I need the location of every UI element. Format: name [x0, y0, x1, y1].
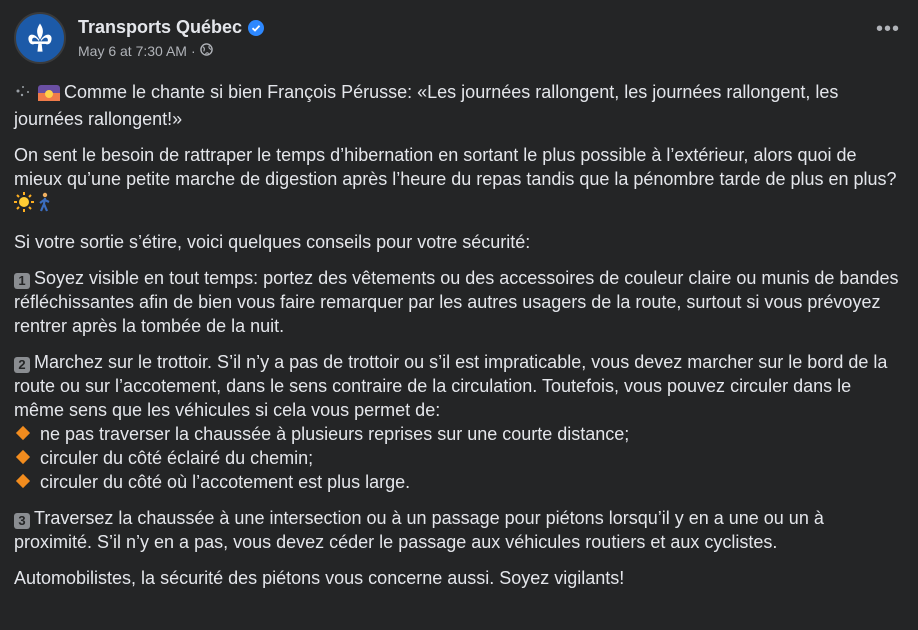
tip-text: Marchez sur le trottoir. S’il n’y a pas de trottoir ou s’il est impraticable, vous devez marcher sur le bord de la route ou sur l’accotement, dans le sens contraire de la circulation. Toutefois, vous pouvez circuler dans le même sens que les véhicules si cela vous permet de: — [14, 352, 888, 420]
person-walking-icon — [38, 192, 52, 218]
sunrise-icon — [38, 83, 60, 107]
tip-text: Soyez visible en tout temps: portez des vêtements ou des accessoires de couleur claire ou munis de bandes réfléchissantes afin de bien vous faire remarquer par les autres usagers de la route, surtout si vous prévoyez rentrer après la tombée de la nuit. — [14, 268, 899, 336]
paragraph-text: Si votre sortie s’étire, voici quelques conseils pour votre sécurité: — [14, 232, 531, 252]
orange-diamond-icon — [16, 426, 30, 440]
sparkles-icon — [14, 83, 34, 107]
post-header — [14, 10, 904, 66]
post-body — [14, 80, 904, 590]
list-item: ne pas traverser la chaussée à plusieurs reprises sur une courte distance; — [14, 422, 904, 446]
keycap-three-icon: 3 — [14, 513, 30, 529]
post-timestamp[interactable]: May 6 at 7:30 AM — [78, 43, 187, 59]
intro-text: Comme le chante si bien François Pérusse: «Les journées rallongent, les journées rallongent, les journées rallongent!» — [14, 82, 839, 129]
tip-text: Traversez la chaussée à une intersection ou à un passage pour piétons lorsqu’il y en a une ou un à proximité. S’il n’y en a pas, vous devez céder le passage aux véhicules routiers et aux cyclistes. — [14, 508, 824, 552]
page-name-link[interactable]: Transports Québec — [78, 17, 243, 37]
keycap-two-icon: 2 — [14, 357, 30, 373]
list-item: circuler du côté où l’accotement est plus large. — [14, 470, 904, 494]
globe-icon[interactable] — [200, 43, 213, 59]
meta-separator: · — [190, 43, 196, 59]
fleur-de-lis-icon — [23, 21, 57, 55]
more-options-icon[interactable]: ••• — [875, 18, 900, 40]
keycap-one-icon: 1 — [14, 273, 30, 289]
orange-diamond-icon — [16, 450, 30, 464]
post-meta — [78, 17, 264, 59]
verified-badge-icon — [248, 20, 264, 36]
orange-diamond-icon — [16, 474, 30, 488]
sun-icon — [14, 192, 34, 218]
paragraph-text: On sent le besoin de rattraper le temps d’hibernation en sortant le plus possible à l’extérieur, alors quoi de mieux qu’une petite marche de digestion après l’heure du repas tandis que la pénombre tarde de plus en plus? — [14, 145, 897, 189]
page-avatar[interactable] — [14, 12, 66, 64]
list-item: circuler du côté éclairé du chemin; — [14, 446, 904, 470]
closing-text: Automobilistes, la sécurité des piétons vous concerne aussi. Soyez vigilants! — [14, 568, 625, 588]
